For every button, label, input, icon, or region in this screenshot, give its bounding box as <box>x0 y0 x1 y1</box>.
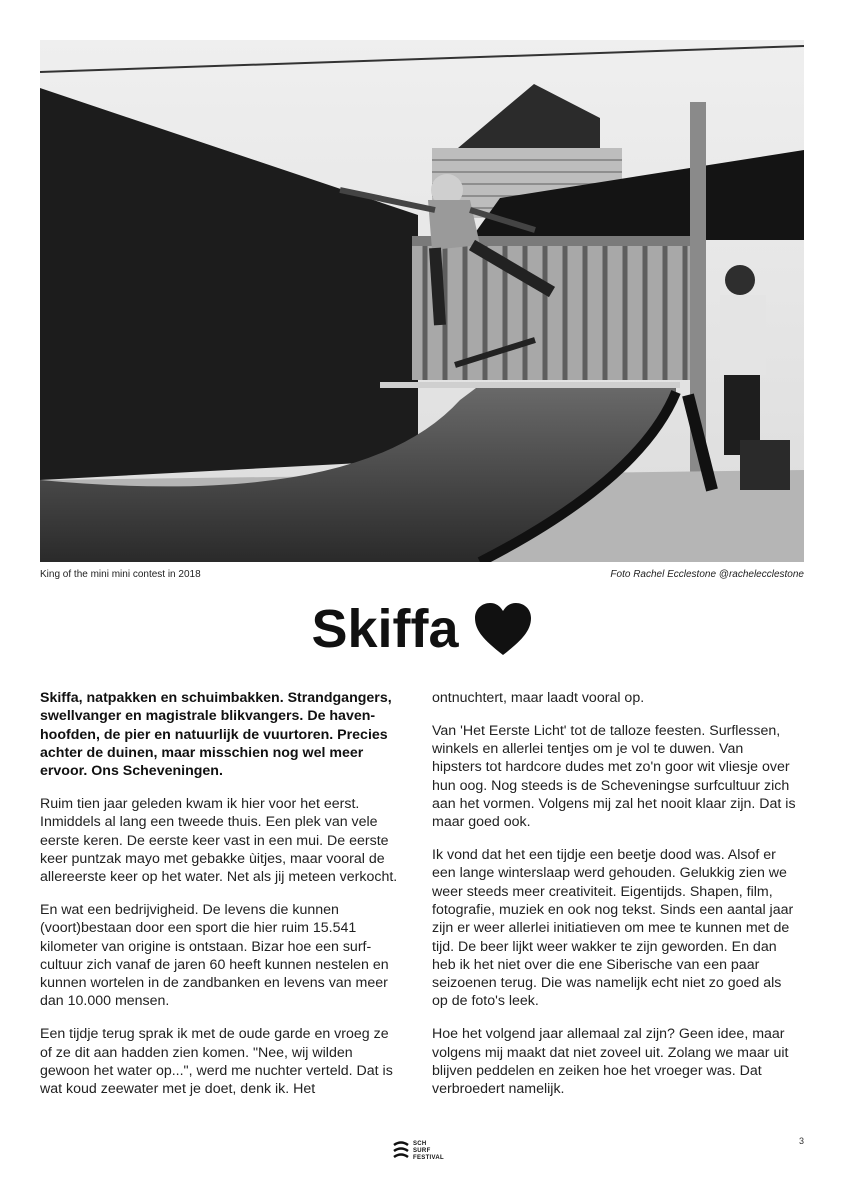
article-title: Skiffa <box>311 599 459 659</box>
skate-photo <box>40 40 804 562</box>
photo-caption: King of the mini mini contest in 2018 <box>40 569 201 580</box>
article-paragraph: En wat een bedrijvigheid. De levens die kunnen (voort)bestaan door een sport die hier ruim 15.541 kilometer van origine is ontstaan. Bizar hoe een surfcultuur zich vanaf de jaren 60 heeft kunnen nestelen en kunnen wortelen in de zandbanken en levens van meer dan 10.000 mensen. <box>40 901 389 1010</box>
skate-ramp-illustration <box>40 40 804 562</box>
article-paragraph: Ik vond dat het een tijdje een beetje dood was. Alsof er een lange winterslaap werd gehouden. Gelukkig zien we weer steeds meer creativiteit. Eigentijds. Shapen, film, fotografie, muziek en ook nog tekst. Sinds een aantal jaar zijn er weer allerlei initiatieven om mee te kunnen met de tijd. De beer lijkt weer wakker te zijn geworden. En dan heb ik het niet over die ene Siberische van een paar seizoenen terug. Die was namelijk echt niet zo goed als op de foto's leek. <box>432 847 794 1010</box>
article-paragraph: ontnuchtert, maar laadt vooral op. <box>432 690 645 706</box>
article-lead: Skiffa, natpakken en schuimbakken. Strandgangers, swellvanger en magistrale blikvangers. De havenhoofden, de pier en natuurlijk de vuurtoren. Precies achter de duinen, maar misschien nog wel meer ervoor. Ons Scheveningen. <box>40 690 392 780</box>
article-title-row <box>0 598 844 660</box>
article-column-left <box>40 689 404 1113</box>
festival-logo <box>392 1137 456 1165</box>
article-paragraph: Van 'Het Eerste Licht' tot de talloze feesten. Surflessen, winkels en allerlei tentjes om je vol te duwen. Van hipsters tot hardcore dudes met zo'n goor wit vliesje over hun oog. Nog steeds is de Scheveningse surfcultuur zich aan het vormen. Volgens mij zal het nooit klaar zijn. Dat is maar goed ook. <box>432 722 796 831</box>
logo-line: SCH <box>413 1140 427 1147</box>
article-paragraph: Een tijdje terug sprak ik met de oude garde en vroeg ze of ze dit aan hadden zien komen. "Nee, wij wilden gewoon het water op...", werd me nuchter verteld. Dat is wat koud zeewater met je doet, denk ik. Het <box>40 1026 393 1098</box>
photo-credit: Foto Rachel Ecclestone @rachelecclestone <box>610 569 804 580</box>
logo-line: SURF <box>413 1147 431 1154</box>
logo-line: FESTIVAL <box>413 1154 444 1161</box>
page-number: 3 <box>798 1136 804 1146</box>
black-heart-icon <box>473 601 533 657</box>
wave-logo-icon <box>392 1139 410 1163</box>
article-paragraph: Ruim tien jaar geleden kwam ik hier voor het eerst. Inmiddels al lang een tweede thuis. Een plek van vele eerste keren. De eerste keer vast in een mui. De eerste keer puntzak mayo met gebakke ùitjes, maar vooral de allereerste keer op het water. Net als jij meteen verkocht. <box>40 795 398 886</box>
article-paragraph: Hoe het volgend jaar allemaal zal zijn? Geen idee, maar volgens mij maakt dat niet zoveel uit. Zolang we maar uit blijven peddelen en zeiken hoe het vroeger was. Dat verbroedert namelijk. <box>432 1026 789 1098</box>
article-column-right <box>432 689 796 1113</box>
